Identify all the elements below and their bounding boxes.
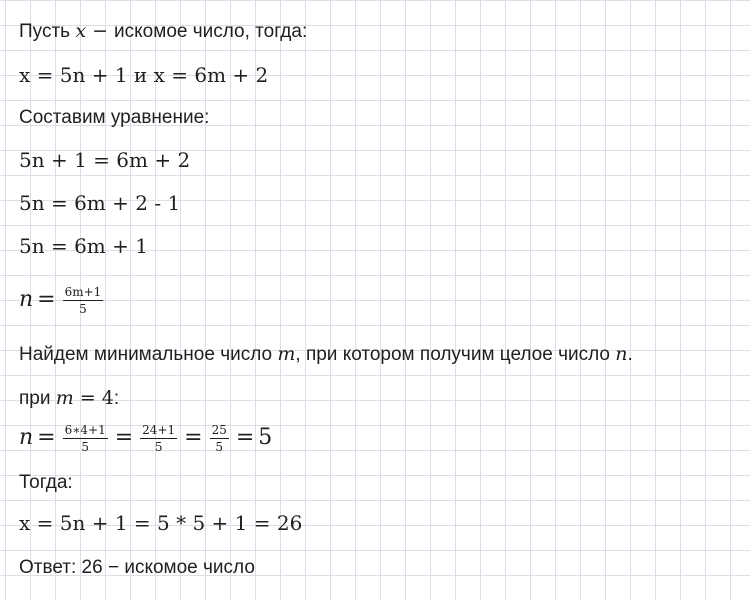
line-equation-2: 5n = 6m + 2 - 1: [19, 191, 181, 215]
calc-fraction-2: [140, 424, 177, 454]
find-var-n: n: [615, 343, 628, 365]
calc-result: 5: [258, 425, 273, 451]
n-lhs: n: [19, 287, 34, 313]
calc-equals-4: =: [235, 425, 255, 451]
calc-fraction-1: [63, 424, 108, 454]
find-mid: , при котором получим целое число: [295, 344, 616, 365]
line-equation-1: 5n + 1 = 6m + 2: [19, 148, 191, 172]
line-compose-equation: Составим уравнение:: [19, 107, 210, 128]
calc-equals-3: =: [184, 425, 203, 451]
n-equals: =: [37, 287, 56, 313]
line-when-m: [19, 386, 119, 411]
line-n-fraction: [19, 286, 106, 316]
calc-fraction-3: [210, 424, 229, 454]
when-eq: = 4: [73, 387, 114, 409]
intro-var: x: [75, 20, 87, 42]
calc-lhs: n: [19, 425, 34, 451]
line-equation-3: 5n = 6m + 1: [19, 234, 148, 258]
line-answer: Ответ: 26 − искомое число: [19, 557, 255, 578]
find-end: .: [627, 344, 633, 365]
calc-fraction-1-num: 6∗4+1: [64, 423, 106, 437]
fraction-denominator: 5: [79, 302, 87, 316]
line-then: Тогда:: [19, 472, 73, 493]
find-pre: Найдем минимальное число: [19, 344, 278, 365]
line-calculation: [19, 424, 272, 454]
fraction: [63, 286, 104, 316]
fraction-numerator: 6m+1: [64, 285, 102, 299]
when-pre: при: [19, 388, 56, 409]
intro-post: искомое число, тогда:: [114, 21, 308, 42]
line-conditions: x = 5n + 1 и x = 6m + 2: [19, 63, 269, 87]
calc-fraction-2-num: 24+1: [142, 423, 176, 437]
when-var: m: [55, 387, 74, 409]
find-var-m: m: [277, 343, 296, 365]
calc-fraction-1-den: 5: [81, 440, 89, 454]
line-final-calc: x = 5n + 1 = 5 * 5 + 1 = 26: [19, 511, 303, 535]
calc-fraction-2-den: 5: [154, 440, 163, 454]
line-find-min: [19, 342, 633, 367]
calc-fraction-3-den: 5: [215, 440, 224, 454]
line-intro: [19, 19, 307, 44]
intro-pre: Пусть: [19, 21, 76, 42]
calc-fraction-3-num: 25: [211, 423, 227, 437]
intro-dash: −: [86, 20, 115, 42]
when-colon: :: [113, 388, 120, 409]
calc-equals-2: =: [114, 425, 134, 451]
calc-equals-1: =: [37, 425, 56, 451]
